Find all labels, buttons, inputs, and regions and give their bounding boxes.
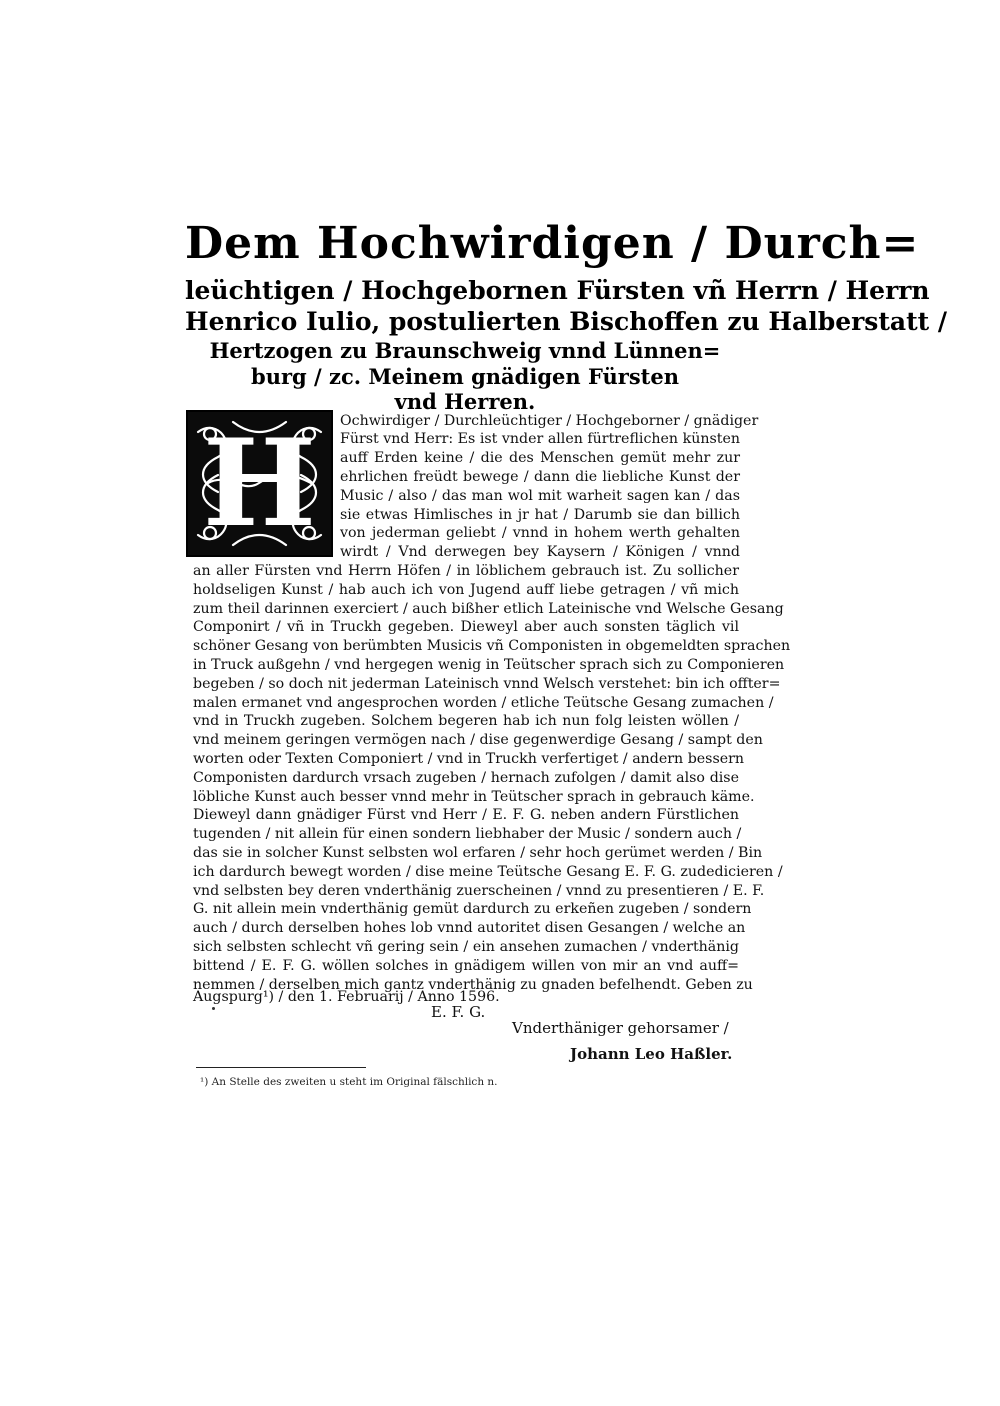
body-line-last: Augspurg¹) / den 1. Februarij / Anno 1596. — [193, 989, 500, 1005]
closing-abbreviation: E. F. G. — [431, 1003, 486, 1021]
body-line: in Truck außgehn / vnd hergegen wenig in Teütscher sprach sich zu Componieren — [193, 657, 785, 673]
body-line: zum theil darinnen exerciert / auch bißher etlich Lateinische vnd Welsche Gesang — [193, 601, 784, 617]
body-line: ehrlichen freüdt bewege / dann die liebliche Kunst der — [340, 469, 740, 485]
body-line: malen ermanet vnd angesprochen worden / etliche Teütsche Gesang zumachen / — [193, 695, 774, 711]
stray-mark — [212, 1007, 215, 1010]
dedication-title-line-4: Hertzogen zu Braunschweig vnnd Lünnen= — [209, 338, 721, 363]
body-line: schöner Gesang von berümbten Musicis vñ Componisten in obgemeldten sprachen — [193, 638, 791, 654]
body-line: G. nit allein mein vnderthänig gemüt dardurch zu erkeñen zugeben / sondern — [193, 901, 752, 917]
body-line: vnd in Truckh zugeben. Solchem begeren hab ich nun folg leisten wöllen / — [193, 713, 739, 729]
dedication-title-line-3: Henrico Iulio, postulierten Bischoffen zu Halberstatt / — [185, 307, 948, 336]
body-line: ich dardurch bewegt worden / dise meine Teütsche Gesang E. F. G. zudedicieren / — [193, 864, 783, 880]
initial-letter: H — [202, 412, 317, 554]
body-line: tugenden / nit allein für einen sondern liebhaber der Music / sondern auch / — [193, 826, 742, 842]
body-line: von jederman geliebt / vnnd in hohem werth gehalten — [340, 525, 740, 541]
dedication-title-line-5: burg / zc. Meinem gnädigen Fürsten — [251, 364, 679, 389]
footnote-divider — [196, 1067, 366, 1068]
body-line: löbliche Kunst auch besser vnnd mehr in Teütscher sprach in gebrauch käme. — [193, 789, 755, 805]
body-line: Ochwirdiger / Durchleüchtiger / Hochgeborner / gnädiger — [340, 413, 759, 429]
dedication-title-line-6: vnd Herren. — [394, 389, 536, 414]
body-line: holdseligen Kunst / hab auch ich von Jugend auff liebe getragen / vñ mich — [193, 582, 739, 598]
body-line: sich selbsten schlecht vñ gering sein / ein ansehen zumachen / vnderthänig — [193, 939, 739, 955]
body-line: wirdt / Vnd derwegen bey Kaysern / Königen / vnnd — [340, 544, 740, 560]
body-line: vnd selbsten bey deren vnderthänig zuerscheinen / vnnd zu presentieren / E. F. — [193, 883, 765, 899]
body-line: sie etwas Himlisches in jr hat / Darumb sie dan billich — [340, 507, 740, 523]
decorated-initial — [186, 410, 333, 557]
body-line: Fürst vnd Herr: Es ist vnder allen fürtreflichen künsten — [340, 431, 740, 447]
footnote: ¹) An Stelle des zweiten u steht im Original fälschlich n. — [200, 1076, 498, 1088]
body-line: an aller Fürsten vnd Herrn Höfen / in löblichem gebrauch ist. Zu sollicher — [193, 563, 739, 579]
body-line: Dieweyl dann gnädiger Fürst vnd Herr / E. F. G. neben andern Fürstlichen — [193, 807, 739, 823]
body-line: Componisten dardurch vrsach zugeben / hernach zufolgen / damit also dise — [193, 770, 739, 786]
body-line: Music / also / das man wol mit warheit sagen kan / das — [340, 488, 740, 504]
body-line: bittend / E. F. G. wöllen solches in gnädigem willen von mir an vnd auff= — [193, 958, 739, 974]
body-line: begeben / so doch nit jederman Lateinisch vnnd Welsch verstehet: bin ich offter= — [193, 676, 781, 692]
body-line: das sie in solcher Kunst selbsten wol erfaren / sehr hoch gerümet werden / Bin — [193, 845, 763, 861]
body-line: nemmen / derselben mich gantz vnderthänig zu gnaden befelhendt. Geben zu — [193, 977, 753, 993]
signature: Johann Leo Haßler. — [570, 1045, 733, 1063]
dedication-title-line-2: leüchtigen / Hochgebornen Fürsten vñ Herrn / Herrn — [185, 276, 930, 305]
body-line: Componirt / vñ in Truckh gegeben. Dieweyl aber auch sonsten täglich vil — [193, 619, 739, 635]
body-line: vnd meinem geringen vermögen nach / dise gegenwerdige Gesang / sampt den — [193, 732, 763, 748]
closing-subscription: Vnderthäniger gehorsamer / — [512, 1019, 729, 1037]
body-line: auff Erden keine / die des Menschen gemüt mehr zur — [340, 450, 740, 466]
body-line: worten oder Texten Componiert / vnd in Truckh verfertiget / andern bessern — [193, 751, 745, 767]
dedication-title-line-1: Dem Hochwirdigen / Durch= — [185, 218, 920, 269]
body-line: auch / durch derselben hohes lob vnnd autoritet disen Gesangen / welche an — [193, 920, 746, 936]
